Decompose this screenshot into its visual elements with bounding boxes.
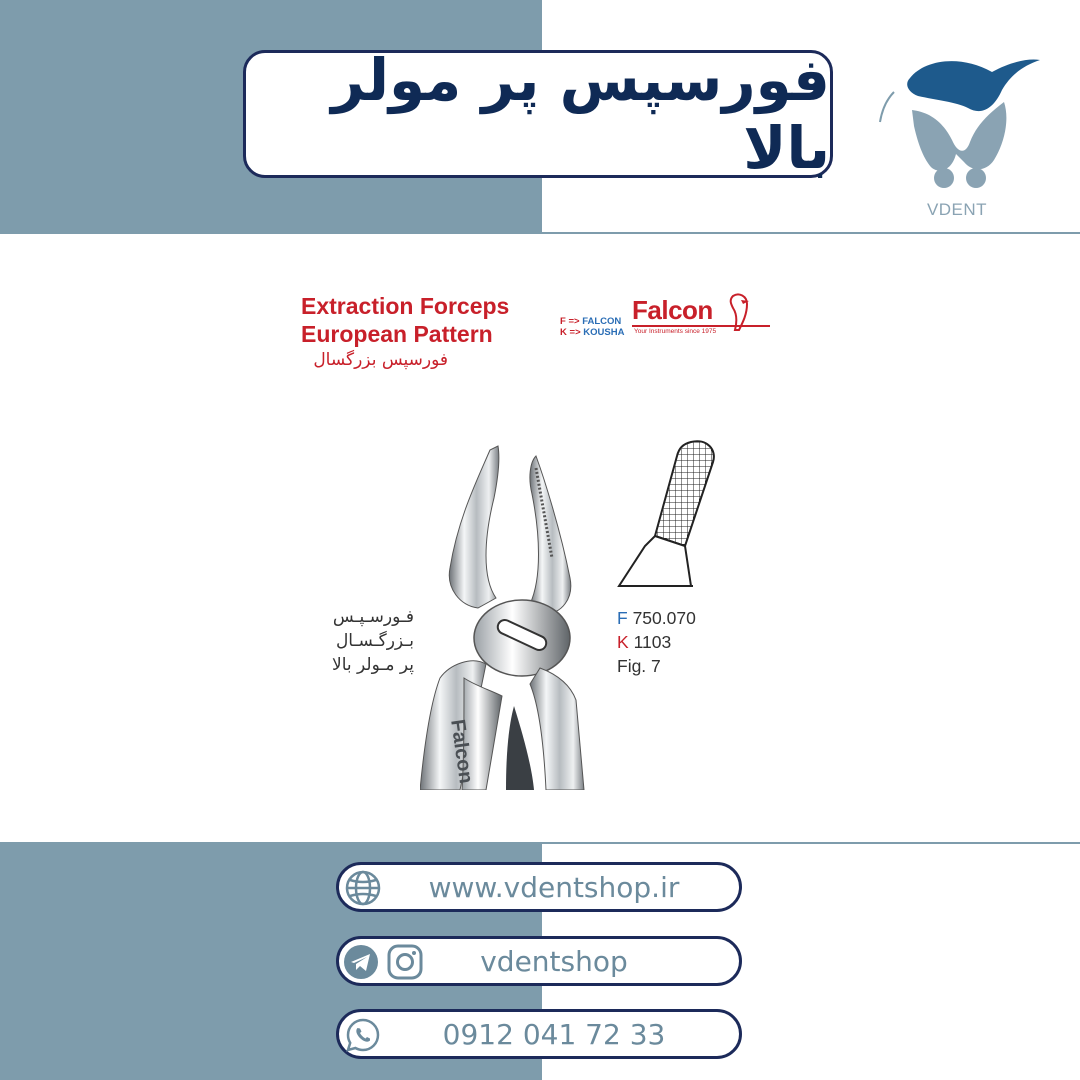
caption-line: پر مـولر بالا (332, 655, 414, 675)
telegram-icon (343, 944, 379, 980)
whatsapp-icon (345, 1017, 381, 1053)
bottom-divider-line (542, 842, 1080, 844)
title-banner (243, 46, 833, 182)
page-title: فورسپس پر مولر بالا (331, 46, 830, 182)
phone-link[interactable] (336, 1009, 742, 1059)
forceps-tip-diagram (615, 436, 719, 598)
caption-line: فـورسـپـس (332, 607, 414, 627)
social-handle: vdentshop (480, 944, 628, 978)
logo-wordmark: VDENT (926, 200, 988, 219)
product-heading-persian: فورسپس بزرگسال (313, 350, 448, 370)
instagram-icon (387, 944, 423, 980)
product-codes (617, 606, 696, 678)
forceps-engraving: Falcon (446, 718, 477, 785)
product-caption (300, 605, 414, 677)
falcon-bird-icon (725, 292, 751, 332)
legend-row: F => FALCON (560, 316, 622, 327)
tooth-cart-logo-icon (872, 50, 1042, 225)
product-heading-line2: European Pattern (301, 321, 493, 347)
code-figure: Fig. 7 (617, 656, 661, 676)
product-heading-line1: Extraction Forceps (301, 293, 510, 319)
brand-legend (560, 316, 624, 338)
website-link[interactable] (336, 862, 742, 912)
top-divider-line (542, 232, 1080, 234)
caption-line: بـزرگـسـال (335, 631, 414, 651)
website-url: www.vdentshop.ir (428, 870, 680, 904)
social-handle-link[interactable] (336, 936, 742, 986)
legend-row: K => KOUSHA (560, 327, 625, 338)
code-falcon: F 750.070 (617, 608, 696, 628)
falcon-brand-name: Falcon (632, 295, 713, 325)
falcon-tagline: Your Instruments since 1975 (634, 328, 717, 335)
globe-icon (345, 870, 381, 906)
phone-number: 0912 041 72 33 (442, 1017, 666, 1051)
code-kousha: K 1103 (617, 632, 672, 652)
